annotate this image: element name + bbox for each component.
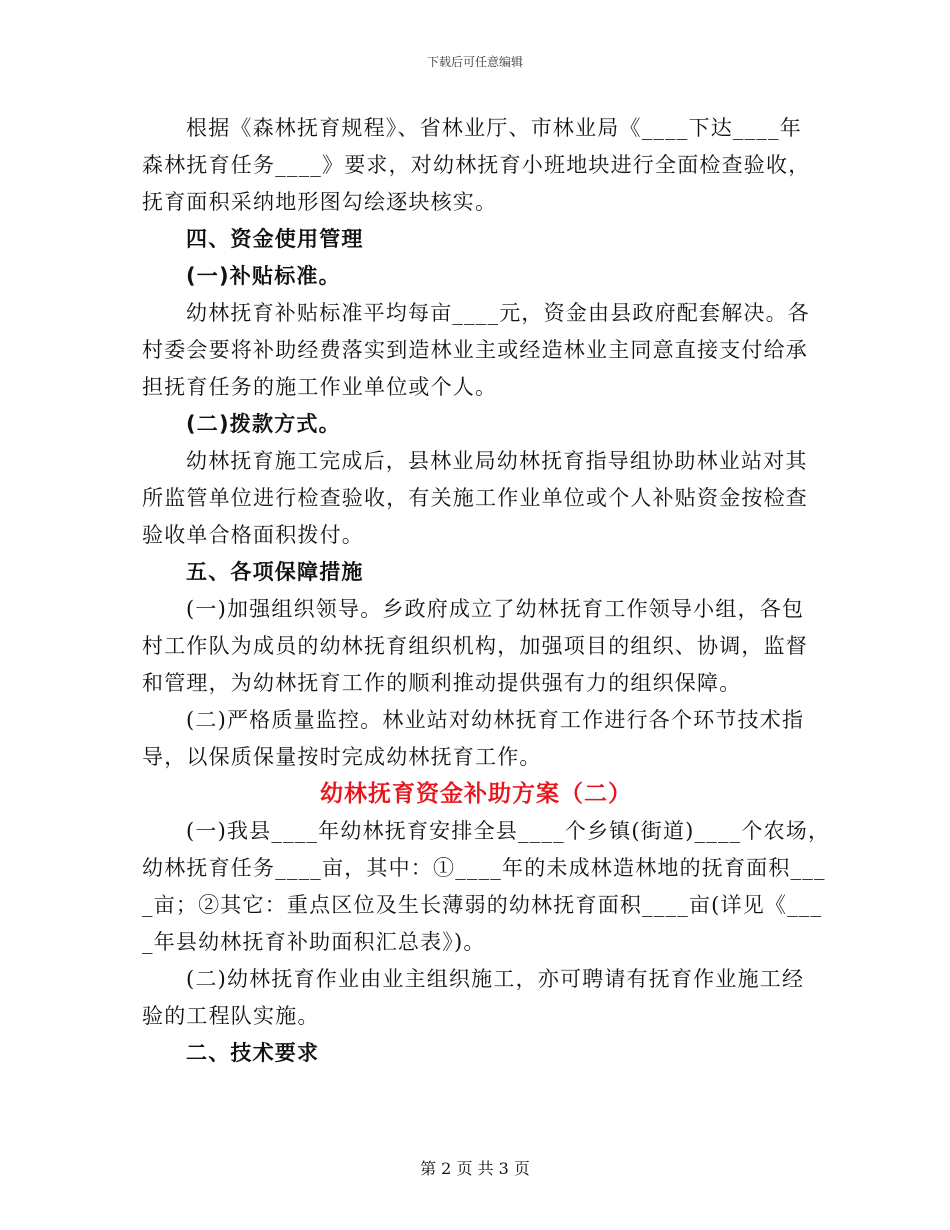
subsection-heading: (一)补贴标准。 [186,264,341,288]
subsection-heading: (二)拨款方式。 [186,412,341,436]
paragraph-line: _亩；②其它：重点区位及生长薄弱的幼林抚育面积____亩(详见《___ [142,893,823,917]
page-footer: 第 2 页 共 3 页 [420,1159,530,1178]
section-heading: 二、技术要求 [186,1041,320,1065]
paragraph-line: 根据《森林抚育规程》、省林业厅、市林业局《____下达____年 [186,116,802,140]
paragraph-line: 所监管单位进行检查验收，有关施工作业单位或个人补贴资金按检查 [142,486,808,510]
section-heading: 四、资金使用管理 [186,227,364,251]
paragraph-line: 幼林抚育任务____亩，其中：①____年的未成林造林地的抚育面积___ [142,856,826,880]
paragraph-line: 森林抚育任务____》要求，对幼林抚育小班地块进行全面检查验收， [142,153,811,177]
paragraph-line: (一)加强组织领导。乡政府成立了幼林抚育工作领导小组，各包 [186,597,805,621]
paragraph-line: 担抚育任务的施工作业单位或个人。 [142,375,498,399]
document-title: 幼林抚育资金补助方案（二） [320,781,632,807]
paragraph-line: 村委会要将补助经费落实到造林业主或经造林业主同意直接支付给承 [142,338,808,362]
paragraph-line: (二)幼林抚育作业由业主组织施工，亦可聘请有抚育作业施工经 [186,967,805,991]
paragraph-line: 幼林抚育补贴标准平均每亩____元，资金由县政府配套解决。各 [186,301,810,325]
paragraph-line: 验的工程队实施。 [142,1004,320,1028]
paragraph-line: 导，以保质保量按时完成幼林抚育工作。 [142,745,542,769]
page-header: 下载后可任意编辑 [426,55,523,69]
paragraph-line: (一)我县____年幼林抚育安排全县____个乡镇(街道)____个农场， [186,819,831,843]
paragraph-line: 幼林抚育施工完成后，县林业局幼林抚育指导组协助林业站对其 [186,449,808,473]
paragraph-line: (二)严格质量监控。林业站对幼林抚育工作进行各个环节技术指 [186,708,805,732]
paragraph-line: 验收单合格面积拨付。 [142,523,364,547]
document-body [142,110,831,1072]
paragraph-line: 和管理，为幼林抚育工作的顺利推动提供强有力的组织保障。 [142,671,742,695]
paragraph-line: _年县幼林抚育补助面积汇总表》)。 [142,930,486,954]
section-heading: 五、各项保障措施 [186,560,364,584]
paragraph-line: 抚育面积采纳地形图勾绘逐块核实。 [142,190,498,214]
paragraph-line: 村工作队为成员的幼林抚育组织机构，加强项目的组织、协调，监督 [142,634,808,658]
